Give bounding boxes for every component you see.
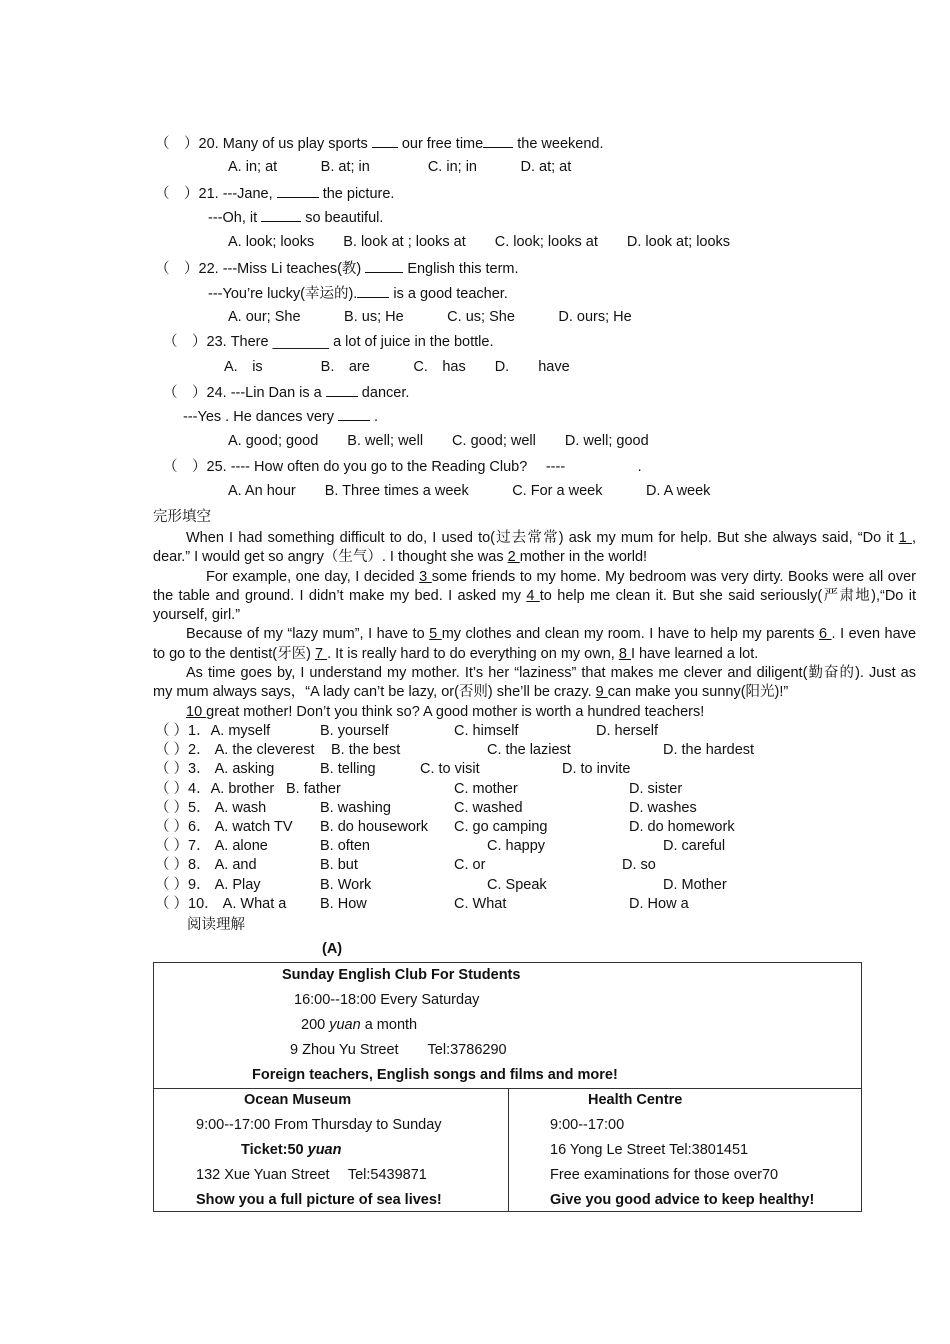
cloze-option-6-c: C. go camping <box>454 819 548 835</box>
blank-9: 9 <box>595 684 608 701</box>
cloze-option-7-c: C. happy <box>487 838 546 855</box>
cloze-option-7-d: D. careful <box>663 838 726 855</box>
cloze-option-5-d: D. washes <box>629 799 697 816</box>
cloze-option-4-a: （ ）4．A. brother <box>155 780 275 797</box>
cloze-option-6-b: B. do housework <box>320 819 429 835</box>
cloze-option-7-b: B. often <box>320 838 370 855</box>
question-24-options: A. good; good B. well; well C. good; well D. well; good <box>228 433 649 449</box>
cloze-option-10-c: C. What <box>454 895 507 912</box>
cloze-paragraph-1: When I had something difficult to do, I used to(过去常常) ask my mum for help. But she always said, “Do it 1 , dear.” I would get so angry（生气）. I thought she was 2 mother in the world! <box>153 530 916 566</box>
question-20-options: A. in; at B. at; in C. in; in D. at; at <box>228 159 572 175</box>
blank-7: 7 <box>315 645 328 662</box>
question-24: （ ）24. ---Lin Dan is a dancer. <box>163 382 409 403</box>
cloze-option-3-a: （ ）3． A. asking <box>155 761 275 778</box>
blank-5: 5 <box>429 626 442 643</box>
cloze-option-9-c: C. Speak <box>487 876 547 893</box>
cloze-option-3-c: C. to visit <box>420 761 480 778</box>
cloze-paragraph-3: Because of my “lazy mum”, I have to 5 my clothes and clean my room. I have to help my parents 6 . I even have to go to the dentist(牙医) 7 . It is really hard to do everything on my own, 8 I have learned a lot. <box>153 626 917 662</box>
question-23: （ ）23. There _______ a lot of juice in the bottle. <box>163 334 494 350</box>
question-21-options: A. look; looks B. look at ; looks at C. look; looks at D. look at; looks <box>228 234 731 250</box>
cloze-option-4-c: C. mother <box>454 780 518 797</box>
cloze-option-2-a: （ ）2． A. the cleverest <box>155 742 315 759</box>
cloze-option-10-a: （ ）10． A. What a <box>155 895 287 912</box>
museum-ticket: Ticket:50 yuan <box>241 1142 342 1158</box>
cloze-option-5-b: B. washing <box>320 799 391 816</box>
cloze-option-3-b: B. telling <box>320 761 376 778</box>
cloze-option-8-c: C. or <box>454 857 486 874</box>
cloze-option-5-a: （ ）5． A. wash <box>155 799 267 816</box>
health-note: Free examinations for those over70 <box>550 1167 779 1183</box>
museum-tagline: Show you a full picture of sea lives! <box>196 1192 442 1208</box>
cloze-option-4-b: B. father <box>286 780 341 797</box>
club-tagline: Foreign teachers, English songs and films and more! <box>252 1067 618 1083</box>
cloze-option-1-b: B. yourself <box>320 723 389 739</box>
question-prefix: （ ）20. <box>155 136 223 152</box>
cloze-paragraph-5: 10 great mother! Don’t you think so? A good mother is worth a hundred teachers! <box>186 703 705 720</box>
blank-3: 3 <box>419 568 432 585</box>
club-title: Sunday English Club For Students <box>282 967 521 983</box>
cloze-option-10-d: D. How a <box>629 895 689 912</box>
question-22-line2: ---You’re lucky(幸运的). is a good teacher. <box>208 283 508 304</box>
cloze-option-6-d: D. do homework <box>629 819 735 835</box>
club-time: 16:00--18:00 Every Saturday <box>294 992 480 1008</box>
health-tagline: Give you good advice to keep healthy! <box>550 1192 815 1208</box>
question-24-line2: ---Yes . He dances very . <box>183 406 378 427</box>
cloze-option-2-c: C. the laziest <box>487 742 571 759</box>
reading-heading: 阅读理解 <box>187 917 245 933</box>
cloze-option-9-d: D. Mother <box>663 876 727 893</box>
question-21: （ ）21. ---Jane, the picture. <box>155 183 394 204</box>
cloze-option-10-b: B. How <box>320 895 367 912</box>
cloze-option-8-b: B. but <box>320 857 358 874</box>
question-22: （ ）22. ---Miss Li teaches(教) English this term. <box>155 258 519 279</box>
cloze-option-1-d: D. herself <box>596 723 659 739</box>
reading-label: (A) <box>322 941 343 957</box>
cloze-option-2-d: D. the hardest <box>663 742 755 759</box>
cloze-option-1-a: （ ）1．A. myself <box>155 723 271 739</box>
cloze-option-9-b: B. Work <box>320 876 372 893</box>
blank-10: 10 <box>186 703 207 720</box>
question-25: （ ）25. ---- How often do you go to the Reading Club? ---- . <box>163 459 642 475</box>
cloze-paragraph-2: For example, one day, I decided 3 some friends to my home. My bedroom was very dirty. Books were all over the table and ground. I didn’t make my bed. I asked my 4 to help me clean it. But she said seriously(严肃地),“Do it yourself, girl.” <box>153 568 917 624</box>
cloze-paragraph-4: As time goes by, I understand my mother. It’s her “laziness” that makes me clever and diligent(勤奋的). Just as my mum always says，“A lady can’t be lazy, or(否则) she’ll be crazy. 9 can make you sunny(阳光)!” <box>153 665 916 701</box>
reading-table <box>153 962 862 1212</box>
museum-title: Ocean Museum <box>244 1092 352 1108</box>
museum-address: 132 Xue Yuan Street Tel:5439871 <box>196 1167 427 1183</box>
cloze-option-1-c: C. himself <box>454 723 519 739</box>
cloze-option-6-a: （ ）6． A. watch TV <box>155 819 293 835</box>
blank-4: 4 <box>526 587 540 604</box>
cloze-heading: 完形填空 <box>153 509 211 525</box>
cloze-option-4-d: D. sister <box>629 780 683 797</box>
blank-2: 2 <box>507 549 520 566</box>
club-price: 200 yuan a month <box>301 1017 418 1033</box>
health-time: 9:00--17:00 <box>550 1117 625 1133</box>
cloze-option-8-d: D. so <box>622 857 656 874</box>
cloze-option-8-a: （ ）8． A. and <box>155 857 257 874</box>
cloze-passage <box>153 529 916 722</box>
question-23-options: A. is B. are C. has D. have <box>224 359 570 375</box>
cloze-option-9-a: （ ）9． A. Play <box>155 876 261 893</box>
cloze-option-7-a: （ ）7． A. alone <box>155 838 268 855</box>
cloze-option-2-b: B. the best <box>331 742 401 759</box>
question-21-line2: ---Oh, it so beautiful. <box>208 207 383 228</box>
museum-time: 9:00--17:00 From Thursday to Sunday <box>196 1117 442 1133</box>
health-title: Health Centre <box>588 1092 683 1108</box>
club-address: 9 Zhou Yu Street Tel:3786290 <box>290 1042 507 1058</box>
blank-6: 6 <box>818 626 832 643</box>
blank-1: 1 <box>898 530 912 546</box>
health-address: 16 Yong Le Street Tel:3801451 <box>550 1142 749 1158</box>
blank-8: 8 <box>618 645 631 662</box>
question-25-options: A. An hour B. Three times a week C. For a week D. A week <box>228 483 711 499</box>
question-22-options: A. our; She B. us; He C. us; She D. ours; He <box>228 309 632 325</box>
cloze-option-3-d: D. to invite <box>562 761 631 778</box>
cloze-option-5-c: C. washed <box>454 799 523 816</box>
question-20: （ ）20. Many of us play sports our free time the weekend. <box>155 133 604 154</box>
